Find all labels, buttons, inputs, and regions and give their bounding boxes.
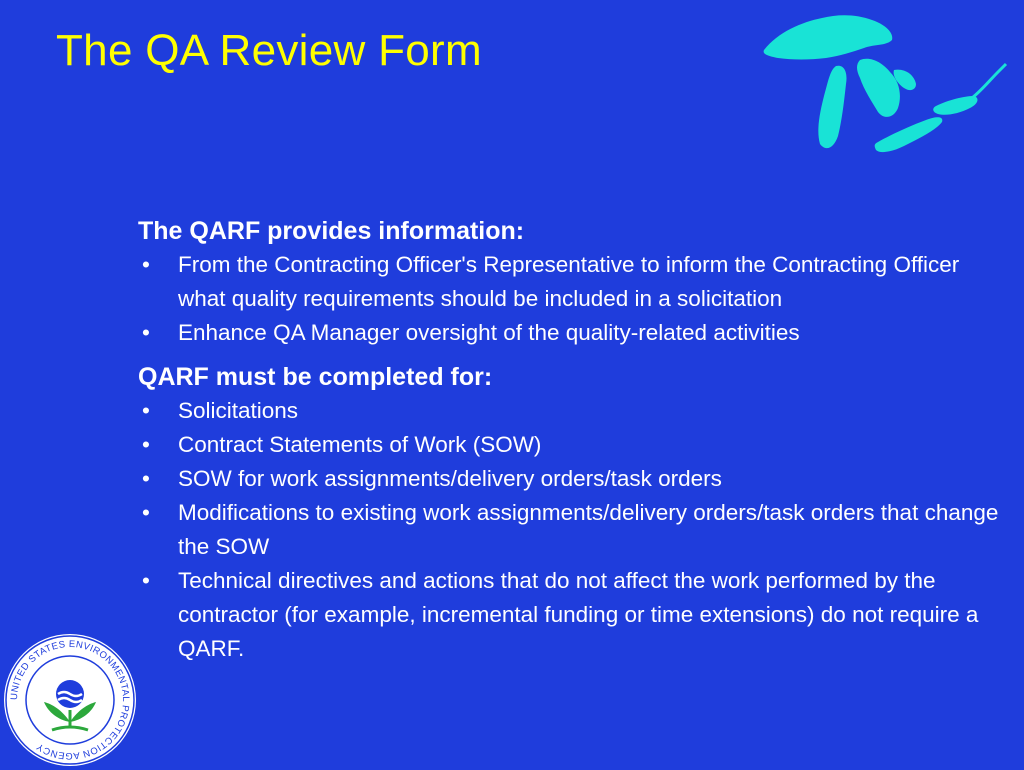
bullet-icon: • [142, 568, 150, 593]
list-item [138, 394, 1008, 428]
epa-seal-icon [0, 630, 140, 770]
list-item-text: Solicitations [178, 398, 299, 423]
list-item [138, 564, 1008, 666]
bullet-list-completed [138, 394, 1008, 666]
list-item-text: Enhance QA Manager oversight of the quality-related activities [178, 320, 800, 345]
slide-body [138, 214, 1008, 666]
slide-title: The QA Review Form [56, 26, 482, 75]
bullet-icon: • [142, 398, 150, 423]
list-item [138, 496, 1008, 564]
section-heading-completed: QARF must be completed for: [138, 363, 493, 391]
list-item [138, 462, 1008, 496]
great-lakes-map-icon [760, 10, 1010, 160]
list-item [138, 316, 1008, 350]
list-item-text: Modifications to existing work assignments/delivery orders/task orders that change the SOW [178, 500, 999, 559]
bullet-icon: • [142, 252, 150, 277]
list-item-text: Contract Statements of Work (SOW) [178, 432, 542, 457]
bullet-icon: • [142, 320, 150, 345]
list-item-text: SOW for work assignments/delivery orders/task orders [178, 466, 722, 491]
seal-text: UNITED STATES ENVIRONMENTAL PROTECTION AGENCY [8, 638, 132, 762]
section-heading-provides: The QARF provides information: [138, 217, 525, 245]
list-item-text: From the Contracting Officer's Representative to inform the Contracting Officer what quality requirements should be included in a solicitation [178, 252, 960, 311]
list-item [138, 248, 1008, 316]
list-item [138, 428, 1008, 462]
bullet-icon: • [142, 432, 150, 457]
bullet-icon: • [142, 500, 150, 525]
list-item-text: Technical directives and actions that do not affect the work performed by the contractor (for example, incremental funding or time extensions) do not require a QARF. [178, 568, 979, 661]
bullet-icon: • [142, 466, 150, 491]
bullet-list-provides [138, 248, 1008, 350]
